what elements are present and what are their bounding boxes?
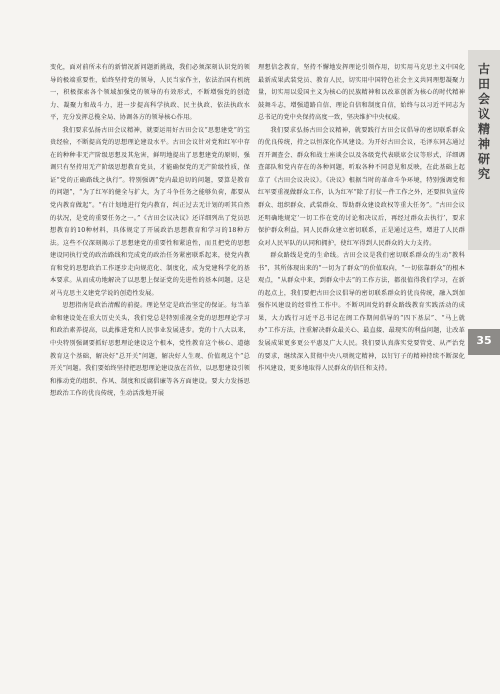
side-title-char: 究 [477, 167, 490, 181]
left-text-column [50, 62, 250, 682]
side-title-char: 田 [477, 77, 490, 91]
side-title-char: 议 [477, 107, 490, 121]
paragraph: 理想信念教育，坚持不懈地发挥理论引领作用，切实用马克思主义中国化最新成果武装党员、教育人民，切实用中国特色社会主义共同理想凝聚力量，切实用以爱国主义为核心的民族精神和以改革创新为核心的时代精神鼓舞斗志，增强道路自信、理论自信和制度自信，始终与以习近平同志为总书记的党中央保持高度一致，坚决维护中央权威。 [258, 64, 465, 122]
section-side-title [477, 62, 491, 182]
paragraph: 变化，面对前所未有的新情况新问题新挑战，我们必须深刻认识党的领导的极端重要性，始终坚持党的领导，人民当家作主，依法治国有机统一，积极探索各个领域加强党的领导的有效形式，不断增强党的创造力、凝聚力和战斗力，进一步提高科学执政、民主执政、依法执政水平，充分发挥总揽全局、协调各方的领导核心作用。 [50, 64, 250, 122]
side-title-char: 会 [477, 92, 490, 106]
right-text-column [258, 62, 465, 682]
paragraph: 我们要求弘扬古田会议精神，就要运用好古田会议“思想建党”的宝贵经验，不断提高党的思想理论建设水平。古田会议针对党和红军中存在的种种非无产阶级思想及其危害，鲜明地提出了思想建党的原则，强调只有坚持用无产阶级思想教育党员，才能确保党的无产阶级性质，保证“党的正确路线之执行”。特别强调“党内最迫切的问题，要算是教育的问题”，“为了红军的健全与扩大，为了斗争任务之能够负荷，都要从党内教育做起”。“有计划地进行党内教育，纠正过去无计划的听其自然的状况，是党的重要任务之一。”《古田会议决议》还详细列出了党员思想教育的10种材料，具体规定了开展政治思想教育和学习的18种方法。这些不仅深刻揭示了思想建党的重要性和紧迫性，而且把党的思想建设同执行党的政治路线和完成党的政治任务紧密联系起来，使党内教育和党的思想政治工作逐步走向规范化、制度化，成为党建科学化的基本要求。从而成功地解决了以思想上保证党的先进性的基本问题。这是对马克思主义建党学说的创造性发展。 [50, 126, 250, 297]
paragraph: 我们要求弘扬古田会议精神，就要践行古田会议倡导的密切联系群众的优良传统，持之以恒深化作风建设。为开好古田会议，毛泽东同志通过召开调查会、群众和战士座谈会以及各级党代表联席会议等形式，详细调查部队和党内存在的各种问题，听取各种不同意见和反映，在此基础上起草了《古田会议决议》。《决议》根据当时的革命斗争环境，特别强调党和红军要重视做群众工作，认为红军“除了打仗一件工作之外，还要担负宣传群众、组织群众、武装群众、帮助群众建设政权等重大任务”。“古田会议还明确地规定‘一切工作在党的讨论和决议后，再经过群众去执行’，要求保护群众利益，同人民群众建立密切联系，正是通过这些，增进了人民群众对人民军队的认同和拥护，使红军得到人民群众的大力支持。 [258, 126, 465, 247]
paragraph: 群众路线是党的生命线。古田会议是我们密切联系群众的生动“教科书”，其所体现出来的“一切为了群众”的价值取向，“一切依靠群众”的根本观点，“从群众中来，到群众中去”的工作方法，都很值得我们学习，在新的起点上，我们要把古田会议倡导的密切联系群众的优良传统，融入到加强作风建设的经常性工作中。不断巩固党的群众路线教育实践活动的成果，大力践行习近平总书记在闽工作期间倡导的“四下基层”、“马上就办”工作方法，注重解决群众最关心、最直接、最现实的利益问题，让改革发展成果更多更公平惠及广大人民。我们要认真落实党要管党、从严治党的要求，继续深入贯彻中央八项规定精神，以钉钉子的精神持续不断深化作风建设，更多地取得人民群众的信任和支持。 [258, 252, 465, 373]
side-title-char: 研 [477, 152, 490, 166]
side-title-char: 古 [477, 62, 490, 76]
paragraph: 思想指南是政治清醒的前提。理论坚定是政治坚定的保证。每当革命和建设处在重大历史关头，我们党总是特别重视全党的思想理论学习和政治素养提高，以此推进党和人民事业发展进步。党的十八大以来，中央特别强调要抓好思想理论建设这个根本，党性教育这个核心、道德教育这个基础，解决好“总开关”问题，解决好人生观、价值观这个“总开关”问题。我们要始终坚持把思想理论建设放在首位，以思想建设引领和推动党的组织、作风、制度和反腐倡廉等各方面建设。要大力发扬思想政治工作的优良传统，生动活泼地开展 [50, 302, 250, 398]
page-number: 35 [476, 334, 492, 347]
side-title-char: 精 [477, 122, 490, 136]
side-title-char: 神 [477, 137, 490, 151]
